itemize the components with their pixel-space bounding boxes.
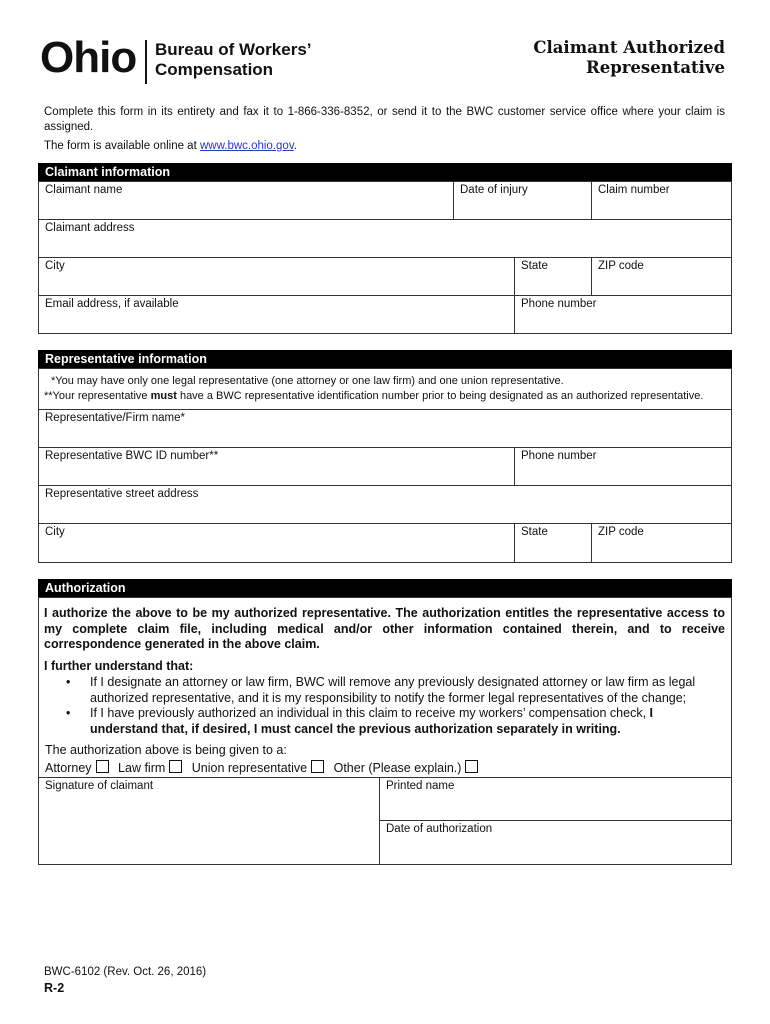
rep-city-label: City	[45, 526, 65, 538]
rep-bwc-id-field[interactable]	[39, 448, 515, 486]
online-prefix: The form is available online at	[44, 140, 200, 152]
claimant-state-label: State	[521, 260, 548, 272]
law-firm-checkbox[interactable]	[169, 760, 182, 773]
attorney-checkbox[interactable]	[96, 760, 109, 773]
ohio-logo-word: Ohio	[40, 33, 137, 82]
claim-number-field[interactable]	[592, 182, 731, 220]
bwc-website-link[interactable]: www.bwc.ohio.gov	[199, 140, 294, 152]
rep-city-field[interactable]	[39, 524, 515, 562]
claimant-city-field[interactable]	[39, 258, 515, 296]
rep-bwc-id-label: Representative BWC ID number**	[45, 450, 219, 462]
claimant-address-label: Claimant address	[45, 222, 135, 234]
date-of-injury-label: Date of injury	[460, 184, 528, 196]
rep-street-field[interactable]	[39, 486, 731, 524]
bullet-1-text: If I designate an attorney or law firm, BWC will remove any previously designated attorney or law firm as legal authorized representative, and it is my responsibility to notify the former legal representatives of the change;	[90, 675, 696, 705]
signature-grid	[38, 777, 732, 865]
form-title-line-2: Representative	[585, 58, 725, 77]
form-title-line-1: Claimant Authorized	[533, 38, 725, 57]
rep-zip-field[interactable]	[592, 524, 731, 562]
signature-field[interactable]	[39, 778, 380, 864]
union-rep-checkbox[interactable]	[311, 760, 324, 773]
rep-phone-label: Phone number	[521, 450, 597, 462]
form-code: R-2	[44, 981, 65, 995]
printed-name-field[interactable]	[380, 778, 731, 821]
agency-line-1: Bureau of Workers’	[155, 40, 312, 59]
note-2-suffix: have a BWC representative identification number prior to being designated as an authorized representative.	[176, 390, 704, 402]
online-suffix: .	[293, 140, 297, 152]
claimant-info-grid	[38, 181, 732, 334]
claimant-email-label: Email address, if available	[45, 298, 179, 310]
rep-state-field[interactable]	[515, 524, 592, 562]
agency-name	[155, 40, 312, 80]
claimant-name-label: Claimant name	[45, 184, 123, 196]
bullet-2-normal: If I have previously authorized an individual in this claim to receive my workers’ compensation check,	[90, 706, 650, 720]
rep-firm-name-label: Representative/Firm name*	[45, 412, 185, 424]
option-union-label: Union representative	[191, 761, 308, 775]
claimant-city-label: City	[45, 260, 65, 272]
given-to-text: The authorization above is being given to a:	[45, 743, 287, 757]
note-2-prefix: **Your representative	[44, 390, 151, 402]
date-of-injury-field[interactable]	[454, 182, 592, 220]
rep-zip-label: ZIP code	[598, 526, 644, 538]
representative-note-1: *You may have only one legal representative (one attorney or one law firm) and one union representative.	[51, 375, 564, 387]
other-checkbox[interactable]	[465, 760, 478, 773]
instructions-text: Complete this form in its entirety and fax it to 1-866-336-8352, or send it to the BWC customer service office where your claim is assigned.	[44, 106, 725, 133]
note-2-must: must	[150, 390, 177, 402]
bullet-marker-2: •	[66, 706, 71, 720]
authorization-section-header: Authorization	[38, 579, 732, 597]
claimant-zip-field[interactable]	[592, 258, 731, 296]
bullet-2-text	[90, 706, 720, 737]
representative-section-header: Representative information	[38, 350, 732, 368]
representative-info-grid	[38, 368, 732, 563]
rep-state-label: State	[521, 526, 548, 538]
form-title	[533, 38, 725, 78]
bullet-2-bold: I understand that, if desired, I must cancel the previous authorization separately in writing.	[90, 706, 653, 736]
rep-street-label: Representative street address	[45, 488, 199, 500]
claimant-zip-label: ZIP code	[598, 260, 644, 272]
option-other-label: Other (Please explain.)	[333, 761, 462, 775]
claimant-email-field[interactable]	[39, 296, 515, 333]
option-attorney-label: Attorney	[45, 761, 92, 775]
claimant-name-field[interactable]	[39, 182, 454, 220]
representative-note-2	[44, 389, 730, 404]
agency-line-2: Compensation	[155, 60, 274, 79]
online-availability	[44, 140, 297, 152]
logo-divider	[145, 40, 147, 84]
claimant-phone-label: Phone number	[521, 298, 597, 310]
claimant-state-field[interactable]	[515, 258, 592, 296]
printed-name-label: Printed name	[386, 780, 455, 792]
further-understand: I further understand that:	[44, 659, 194, 673]
claimant-phone-field[interactable]	[515, 296, 731, 333]
option-law-firm-label: Law firm	[118, 761, 166, 775]
bullet-marker-1: •	[66, 675, 71, 689]
claimant-address-field[interactable]	[39, 220, 731, 258]
date-of-authorization-label: Date of authorization	[386, 823, 493, 835]
date-of-authorization-field[interactable]	[380, 821, 731, 864]
form-id: BWC-6102 (Rev. Oct. 26, 2016)	[44, 966, 207, 978]
claim-number-label: Claim number	[598, 184, 670, 196]
rep-firm-name-field[interactable]	[39, 410, 731, 448]
claimant-section-header: Claimant information	[38, 163, 732, 181]
authorization-statement: I authorize the above to be my authorized representative. The authorization entitles the representative access to my complete claim file, including medical and/or other information contained therein, and to receive correspondence generated in the above claim.	[44, 606, 725, 651]
rep-phone-field[interactable]	[515, 448, 731, 486]
representative-type-options	[45, 760, 484, 777]
signature-label: Signature of claimant	[45, 780, 154, 792]
